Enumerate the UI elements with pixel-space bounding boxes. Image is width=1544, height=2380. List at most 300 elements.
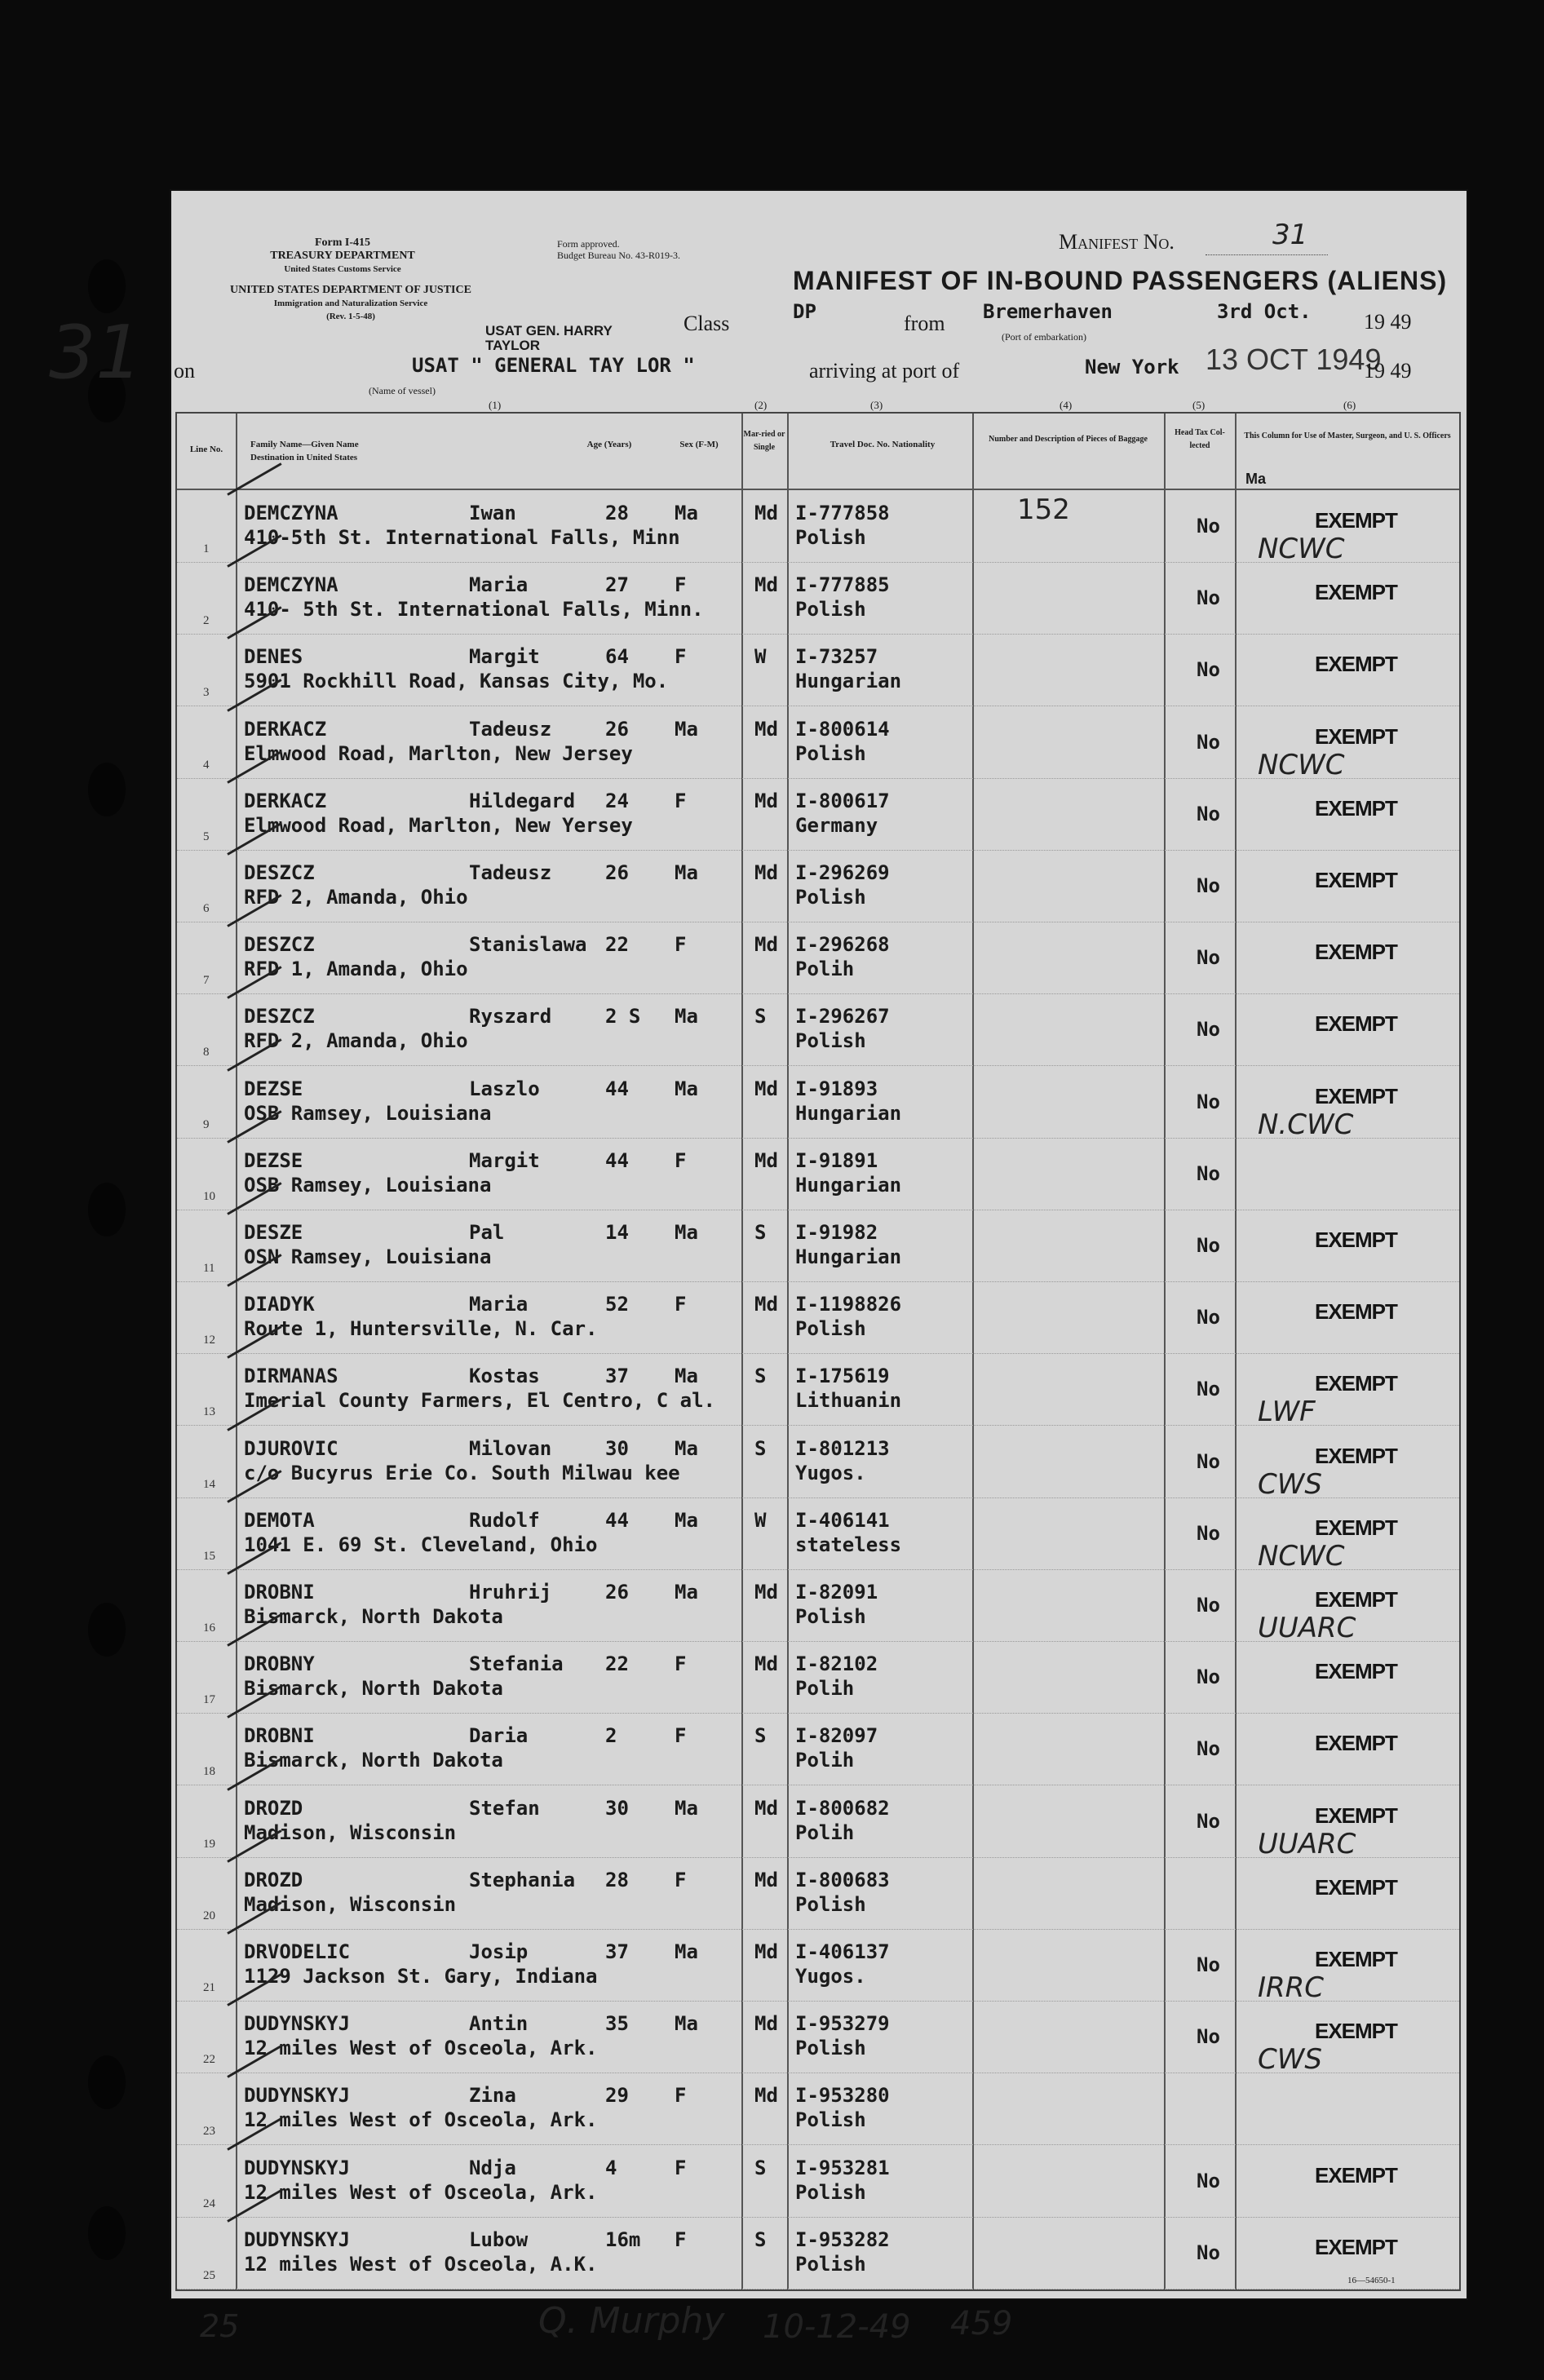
given-name: Hildegard	[469, 789, 576, 812]
age: 28	[605, 502, 629, 524]
nationality: Lithuanin	[795, 1389, 902, 1413]
col-num-6: (6)	[1343, 399, 1356, 411]
form-approved: Form approved.	[557, 238, 620, 250]
hdr-line-no: Line No.	[189, 445, 223, 454]
marital-status: S	[754, 2227, 767, 2251]
head-tax: No	[1197, 802, 1220, 825]
nationality: Polish	[795, 2037, 866, 2060]
nationality: Polih	[795, 1820, 855, 1844]
sex: F	[675, 1293, 687, 1316]
hdr-travel-doc: Travel Doc. No. Nationality	[830, 440, 936, 449]
age: 30	[605, 1436, 629, 1460]
exempt-stamp: EXEMPT	[1315, 508, 1397, 533]
agency-note: UUARC	[1258, 1827, 1356, 1860]
table-row	[177, 2074, 1459, 2146]
line-number: 13	[203, 1405, 215, 1419]
marital-status: Md	[754, 1148, 778, 1172]
destination: 5901 Rockhill Road, Kansas City, Mo.	[244, 670, 669, 693]
marital-status: W	[754, 645, 767, 669]
age: 22	[605, 933, 629, 957]
head-tax: No	[1197, 1090, 1220, 1113]
sex: F	[675, 1724, 687, 1748]
given-name: Kostas	[469, 1365, 540, 1388]
row-rule	[177, 850, 1459, 851]
destination: 12 miles West of Osceola, Ark.	[244, 2037, 598, 2060]
line-number: 6	[203, 902, 210, 915]
col-num-3: (3)	[870, 399, 883, 411]
exempt-stamp: EXEMPT	[1315, 1659, 1397, 1684]
sex: F	[675, 2084, 687, 2108]
given-name: Iwan	[469, 502, 516, 524]
table-row	[177, 1787, 1459, 1859]
table-row	[177, 1355, 1459, 1427]
sex: Ma	[675, 1221, 698, 1244]
table-row	[177, 708, 1459, 780]
head-tax: No	[1197, 1161, 1220, 1185]
exempt-stamp: EXEMPT	[1315, 2162, 1397, 2188]
marital-status: Md	[754, 789, 778, 812]
travel-doc-number: I-91982	[795, 1221, 878, 1244]
agency-note: CWS	[1258, 1467, 1322, 1501]
hdr-officers: This Column for Use of Master, Surgeon, and U. S. Officers	[1244, 431, 1451, 440]
header-rule	[177, 489, 1459, 490]
officer-note: Ma	[1245, 471, 1267, 487]
typed-ship-name-top: USAT GEN. HARRY	[485, 323, 613, 338]
given-name: Stanislawa	[469, 933, 587, 957]
family-name: DESZCZ	[244, 1005, 315, 1029]
travel-doc-number: I-406141	[795, 1508, 890, 1532]
table-row	[177, 852, 1459, 923]
marital-status: Md	[754, 1293, 778, 1316]
family-name: DENES	[244, 645, 303, 669]
nationality: Polish	[795, 1892, 866, 1916]
destination: RFD 2, Amanda, Ohio	[244, 886, 468, 909]
arrival-date-stamp: 13 OCT 1949	[1206, 343, 1382, 376]
line-number: 7	[203, 974, 210, 988]
age: 14	[605, 1221, 629, 1244]
row-rule	[177, 1713, 1459, 1714]
nationality: Germany	[795, 813, 878, 837]
line-number: 20	[203, 1909, 215, 1922]
family-name: DROZD	[244, 1796, 303, 1820]
age: 28	[605, 1868, 629, 1891]
travel-doc-number: I-953280	[795, 2084, 890, 2108]
destination: Madison, Wisconsin	[244, 1892, 457, 1916]
sex: F	[675, 789, 687, 812]
family-name: DIRMANAS	[244, 1365, 338, 1388]
travel-doc-number: I-406137	[795, 1940, 890, 1963]
agency-note: NCWC	[1258, 748, 1345, 781]
age: 44	[605, 1508, 629, 1532]
travel-doc-number: I-296267	[795, 1005, 890, 1029]
footer-code: 459	[950, 2305, 1013, 2342]
nationality: Hungarian	[795, 1101, 902, 1125]
line-number: 4	[203, 758, 210, 772]
marital-status: Md	[754, 1581, 778, 1604]
given-name: Josip	[469, 1940, 529, 1963]
travel-doc-number: I-82102	[795, 1652, 878, 1676]
line-number: 2	[203, 614, 210, 628]
sex: Ma	[675, 1508, 698, 1532]
age: 26	[605, 717, 629, 741]
exempt-stamp: EXEMPT	[1315, 1371, 1397, 1396]
agency-note: CWS	[1258, 2043, 1322, 2077]
line-number: 10	[203, 1189, 215, 1203]
binder-hole	[88, 259, 126, 313]
marital-status: Md	[754, 2012, 778, 2036]
marital-status: Md	[754, 502, 778, 524]
destination: 12 miles West of Osceola, Ark.	[244, 2108, 598, 2132]
sex: Ma	[675, 1436, 698, 1460]
marital-status: Md	[754, 717, 778, 741]
given-name: Margit	[469, 1148, 540, 1172]
exempt-stamp: EXEMPT	[1315, 723, 1397, 749]
line-number: 1	[203, 542, 210, 555]
nationality: Hungarian	[795, 1245, 902, 1268]
destination: RFD 2, Amanda, Ohio	[244, 1029, 468, 1053]
given-name: Tadeusz	[469, 861, 552, 884]
nationality: Polish	[795, 526, 866, 549]
vessel-value: USAT " GENERAL TAY LOR "	[412, 354, 695, 377]
line-number: 12	[203, 1334, 215, 1347]
travel-doc-number: I-82097	[795, 1724, 878, 1748]
travel-doc-number: I-73257	[795, 645, 878, 669]
given-name: Stefania	[469, 1652, 564, 1676]
family-name: DUDYNSKYJ	[244, 2156, 351, 2179]
marital-status: Md	[754, 933, 778, 957]
marital-status: S	[754, 1724, 767, 1748]
row-rule	[177, 2217, 1459, 2218]
travel-doc-number: I-800614	[795, 717, 890, 741]
line-number: 11	[203, 1262, 215, 1275]
agency-note: IRRC	[1258, 1971, 1325, 2004]
destination: 410-5th St. International Falls, Minn	[244, 526, 680, 549]
exempt-stamp: EXEMPT	[1315, 1299, 1397, 1325]
baggage-note: 152	[1017, 493, 1070, 526]
row-rule	[177, 1281, 1459, 1282]
sex: F	[675, 573, 687, 597]
manifest-no-rule	[1206, 254, 1328, 255]
col-num-2: (2)	[754, 399, 768, 411]
table-row	[177, 1643, 1459, 1714]
travel-doc-number: I-777885	[795, 573, 890, 597]
treasury-dept: TREASURY DEPARTMENT	[270, 250, 415, 262]
family-name: DESZCZ	[244, 861, 315, 884]
age: 44	[605, 1077, 629, 1100]
table-row	[177, 1427, 1459, 1499]
family-name: DUDYNSKYJ	[244, 2084, 351, 2108]
hdr-baggage: Number and Description of Pieces of Baggage	[989, 435, 1148, 444]
sex: F	[675, 2227, 687, 2251]
nationality: Polih	[795, 958, 855, 981]
table-row	[177, 1571, 1459, 1643]
agency-note: NCWC	[1258, 1539, 1345, 1573]
head-tax: No	[1197, 1594, 1220, 1617]
exempt-stamp: EXEMPT	[1315, 2019, 1397, 2044]
head-tax: No	[1197, 2025, 1220, 2049]
head-tax: No	[1197, 1953, 1220, 1976]
marital-status: Md	[754, 1652, 778, 1676]
agency-note: NCWC	[1258, 533, 1345, 565]
manifest-no-value: 31	[1272, 219, 1308, 251]
nationality: Polish	[795, 2108, 866, 2132]
travel-doc-number: I-91893	[795, 1077, 878, 1100]
hdr-age: Age (Years)	[586, 440, 632, 449]
customs-service: United States Customs Service	[284, 264, 401, 274]
row-rule	[177, 1353, 1459, 1354]
family-name: DROBNY	[244, 1652, 315, 1676]
sex: F	[675, 645, 687, 669]
table-row	[177, 1931, 1459, 2002]
binder-hole	[88, 2055, 126, 2109]
age: 44	[605, 1148, 629, 1172]
travel-doc-number: I-953282	[795, 2227, 890, 2251]
nationality: Polish	[795, 1029, 866, 1053]
port-value: New York	[1085, 356, 1179, 378]
age: 30	[605, 1796, 629, 1820]
given-name: Maria	[469, 1293, 529, 1316]
line-number: 16	[203, 1621, 215, 1635]
given-name: Maria	[469, 573, 529, 597]
nationality: Polih	[795, 1677, 855, 1701]
manifest-title: MANIFEST OF IN-BOUND PASSENGERS (ALIENS)	[793, 266, 1448, 295]
travel-doc-number: I-800617	[795, 789, 890, 812]
on-label: on	[174, 359, 195, 383]
destination: Elmwood Road, Marlton, New Yersey	[244, 813, 633, 837]
family-name: DIADYK	[244, 1293, 315, 1316]
justice-dept: UNITED STATES DEPARTMENT OF JUSTICE	[230, 284, 471, 296]
col-num-4: (4)	[1060, 399, 1073, 411]
agency-note: LWF	[1258, 1396, 1316, 1429]
nationality: Polish	[795, 1605, 866, 1628]
line-number: 5	[203, 829, 210, 843]
destination: 1129 Jackson St. Gary, Indiana	[244, 1965, 598, 1988]
marital-status: Md	[754, 1940, 778, 1963]
agency-note: UUARC	[1258, 1612, 1356, 1644]
family-name: DROBNI	[244, 1581, 315, 1604]
age: 35	[605, 2012, 629, 2036]
exempt-stamp: EXEMPT	[1315, 868, 1397, 892]
exempt-stamp: EXEMPT	[1315, 1011, 1397, 1037]
age: 29	[605, 2084, 629, 2108]
line-number: 21	[203, 1981, 215, 1994]
sex: Ma	[675, 717, 698, 741]
marital-status: Md	[754, 1077, 778, 1100]
destination: Madison, Wisconsin	[244, 1820, 457, 1844]
hdr-sex: Sex (F-M)	[679, 440, 719, 449]
margin-handwritten-number: 31	[49, 310, 143, 396]
head-tax: No	[1197, 1018, 1220, 1042]
footer-date: 10-12-49	[763, 2308, 911, 2346]
nationality: Polih	[795, 1749, 855, 1772]
line-number: 25	[203, 2268, 215, 2282]
given-name: Tadeusz	[469, 717, 552, 741]
nationality: Polish	[795, 741, 866, 765]
marital-status: Md	[754, 1796, 778, 1820]
family-name: DUDYNSKYJ	[244, 2012, 351, 2036]
given-name: Hruhrij	[469, 1581, 552, 1604]
exempt-stamp: EXEMPT	[1315, 1515, 1397, 1540]
exempt-stamp: EXEMPT	[1315, 1731, 1397, 1756]
from-value: Bremerhaven	[983, 300, 1113, 323]
destination: 12 miles West of Osceola, A.K.	[244, 2252, 598, 2276]
passenger-table	[175, 399, 1461, 2291]
family-name: DERKACZ	[244, 717, 327, 741]
head-tax: No	[1197, 730, 1220, 754]
family-name: DEMOTA	[244, 1508, 315, 1532]
line-number: 15	[203, 1549, 215, 1563]
line-number: 9	[203, 1117, 210, 1131]
travel-doc-number: I-953279	[795, 2012, 890, 2036]
arrival-year: 19 49	[1364, 359, 1412, 383]
destination: c/o Bucyrus Erie Co. South Milwau kee	[244, 1461, 680, 1484]
head-tax: No	[1197, 2241, 1220, 2264]
binder-hole	[88, 2206, 126, 2260]
sex: F	[675, 2156, 687, 2179]
age: 4	[605, 2156, 617, 2179]
nationality: Polish	[795, 2252, 866, 2276]
exempt-stamp: EXEMPT	[1315, 2234, 1397, 2259]
family-name: DESZCZ	[244, 933, 315, 957]
nationality: Polish	[795, 886, 866, 909]
sex: F	[675, 1652, 687, 1676]
exempt-stamp: EXEMPT	[1315, 1803, 1397, 1828]
age: 24	[605, 789, 629, 812]
form-number: Form I-415	[314, 237, 371, 249]
nationality: Polish	[795, 2180, 866, 2204]
given-name: Stefan	[469, 1796, 540, 1820]
family-name: DESZE	[244, 1221, 303, 1244]
travel-doc-number: I-953281	[795, 2156, 890, 2179]
departure-year: 19 49	[1364, 310, 1412, 334]
travel-doc-number: I-91891	[795, 1148, 878, 1172]
head-tax: No	[1197, 1737, 1220, 1761]
nationality: stateless	[795, 1533, 902, 1556]
agency-note: N.CWC	[1258, 1108, 1354, 1141]
nationality: Hungarian	[795, 1173, 902, 1197]
given-name: Zina	[469, 2084, 516, 2108]
age: 26	[605, 861, 629, 884]
age: 27	[605, 573, 629, 597]
destination: Bismarck, North Dakota	[244, 1605, 503, 1628]
travel-doc-number: I-82091	[795, 1581, 878, 1604]
from-label: from	[904, 312, 945, 335]
marital-status: Md	[754, 1868, 778, 1891]
exempt-stamp: EXEMPT	[1315, 795, 1397, 821]
family-name: DERKACZ	[244, 789, 327, 812]
age: 22	[605, 1652, 629, 1676]
destination: 1041 E. 69 St. Cleveland, Ohio	[244, 1533, 598, 1556]
travel-doc-number: I-296269	[795, 861, 890, 884]
table-row	[177, 564, 1459, 635]
age: 37	[605, 1365, 629, 1388]
nationality: Polish	[795, 1317, 866, 1341]
given-name: Ryszard	[469, 1005, 552, 1029]
destination: Bismarck, North Dakota	[244, 1677, 503, 1701]
given-name: Milovan	[469, 1436, 552, 1460]
family-name: DEMCZYNA	[244, 502, 338, 524]
row-rule	[177, 993, 1459, 994]
travel-doc-number: I-175619	[795, 1365, 890, 1388]
family-name: DJUROVIC	[244, 1436, 338, 1460]
family-name: DRVODELIC	[244, 1940, 351, 1963]
given-name: Pal	[469, 1221, 505, 1244]
class-value: DP	[793, 300, 816, 323]
vessel-label: (Name of vessel)	[369, 385, 436, 396]
row-rule	[177, 1065, 1459, 1066]
line-number: 19	[203, 1837, 215, 1851]
table-row	[177, 1499, 1459, 1571]
destination: OSB Ramsey, Louisiana	[244, 1101, 492, 1125]
destination: Imerial County Farmers, El Centro, C al.	[244, 1389, 715, 1413]
line-number: 17	[203, 1693, 215, 1707]
hdr-married: Mar-ried or Single	[743, 430, 785, 452]
sex: F	[675, 1868, 687, 1891]
head-tax: No	[1197, 874, 1220, 897]
sex: Ma	[675, 1581, 698, 1604]
given-name: Rudolf	[469, 1508, 540, 1532]
inspector-signature: Q. Murphy	[538, 2300, 725, 2342]
binder-hole	[88, 763, 126, 816]
travel-doc-number: I-800682	[795, 1796, 890, 1820]
head-tax: No	[1197, 1809, 1220, 1833]
typed-ship-name-top-2: TAYLOR	[485, 338, 541, 353]
nationality: Hungarian	[795, 670, 902, 693]
head-tax: No	[1197, 946, 1220, 970]
exempt-stamp: EXEMPT	[1315, 1443, 1397, 1468]
footer-count: 25	[200, 2308, 240, 2344]
sex: F	[675, 1148, 687, 1172]
given-name: Laszlo	[469, 1077, 540, 1100]
line-number: 18	[203, 1765, 215, 1779]
marital-status: W	[754, 1508, 767, 1532]
marital-status: S	[754, 2156, 767, 2179]
binder-hole	[88, 1603, 126, 1657]
age: 2	[605, 1724, 617, 1748]
table-row	[177, 995, 1459, 1067]
destination: OSB Ramsey, Louisiana	[244, 1173, 492, 1197]
head-tax: No	[1197, 586, 1220, 610]
marital-status: S	[754, 1365, 767, 1388]
marital-status: S	[754, 1005, 767, 1029]
sex: Ma	[675, 1077, 698, 1100]
sex: Ma	[675, 2012, 698, 2036]
table-row	[177, 2002, 1459, 2077]
sex: Ma	[675, 1796, 698, 1820]
given-name: Antin	[469, 2012, 529, 2036]
table-row	[177, 492, 1459, 564]
family-name: DROBNI	[244, 1724, 315, 1748]
travel-doc-number: I-1198826	[795, 1293, 902, 1316]
head-tax: No	[1197, 1234, 1220, 1257]
printer-code: 16—54650-1	[1347, 2276, 1396, 2285]
line-number: 24	[203, 2196, 215, 2210]
destination: RFD 1, Amanda, Ohio	[244, 958, 468, 981]
destination: Bismarck, North Dakota	[244, 1749, 503, 1772]
sex: Ma	[675, 502, 698, 524]
head-tax: No	[1197, 1378, 1220, 1401]
line-number: 22	[203, 2053, 215, 2067]
destination: OSN Ramsey, Louisiana	[244, 1245, 492, 1268]
table-row	[177, 2219, 1459, 2290]
age: 64	[605, 645, 629, 669]
binder-hole	[88, 1183, 126, 1236]
line-number: 3	[203, 686, 210, 700]
table-row	[177, 1211, 1459, 1283]
given-name: Lubow	[469, 2227, 529, 2251]
exempt-stamp: EXEMPT	[1315, 1947, 1397, 1971]
family-name: DROZD	[244, 1868, 303, 1891]
